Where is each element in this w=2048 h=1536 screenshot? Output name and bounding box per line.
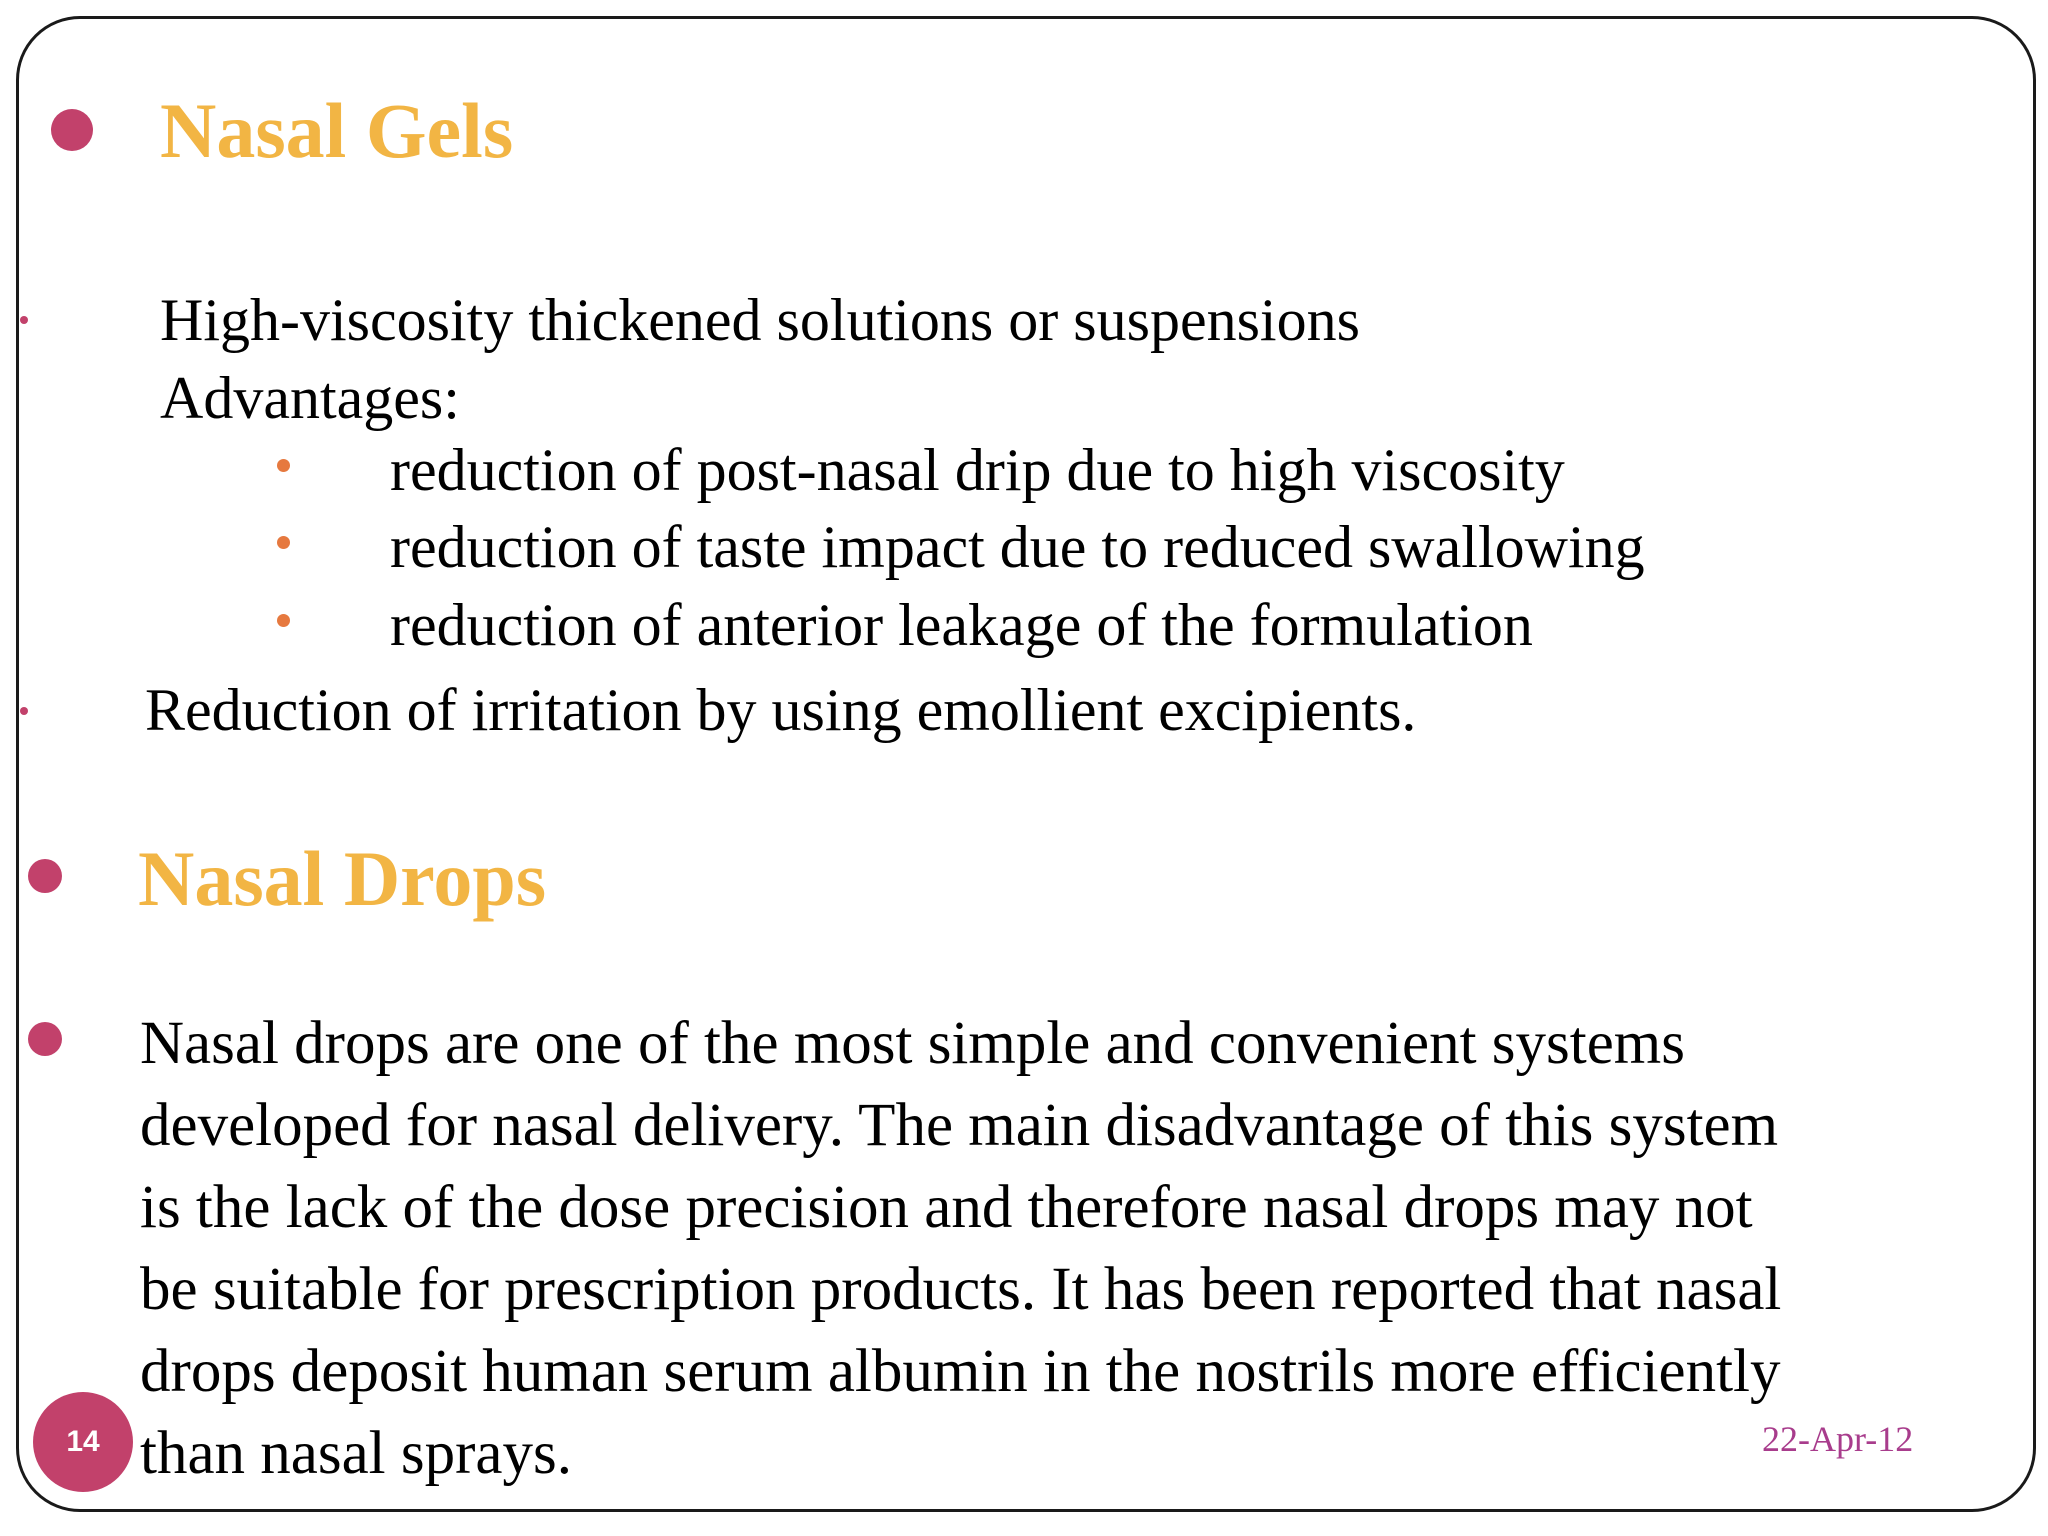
bullet-small-2 [20, 707, 28, 715]
advantage-bullet-1 [277, 459, 290, 472]
advantage-item-3: reduction of anterior leakage of the formulation [390, 592, 1533, 658]
paragraph-line-6: than nasal sprays. [140, 1420, 572, 1487]
paragraph-line-2: developed for nasal delivery. The main disadvantage of this system [140, 1092, 1779, 1159]
paragraph-line-4: be suitable for prescription products. It has been reported that nasal [140, 1256, 1782, 1323]
advantage-item-2: reduction of taste impact due to reduced swallowing [390, 514, 1645, 580]
nasal-drops-paragraph [140, 1003, 1990, 1495]
slide-date: 22-Apr-12 [1762, 1419, 1914, 1459]
advantage-bullet-3 [277, 614, 290, 627]
gels-line-1: High-viscosity thickened solutions or suspensions [160, 287, 1360, 353]
heading-nasal-gels: Nasal Gels [160, 87, 514, 174]
advantage-bullet-2 [277, 536, 290, 549]
paragraph-line-1: Nasal drops are one of the most simple and convenient systems [140, 1010, 1685, 1077]
page-number-badge: 14 [33, 1392, 133, 1492]
paragraph-bullet [28, 1022, 62, 1056]
bullet-small-1 [20, 316, 28, 324]
gels-line-advantages: Advantages: [160, 365, 460, 431]
paragraph-line-3: is the lack of the dose precision and therefore nasal drops may not [140, 1174, 1753, 1241]
heading-bullet-drops [28, 859, 62, 893]
heading-bullet-gels [51, 109, 93, 151]
advantage-item-1: reduction of post-nasal drip due to high viscosity [390, 437, 1565, 503]
heading-nasal-drops: Nasal Drops [138, 835, 547, 922]
gels-line-irritation: Reduction of irritation by using emollient excipients. [145, 677, 1417, 743]
paragraph-line-5: drops deposit human serum albumin in the nostrils more efficiently [140, 1338, 1781, 1405]
